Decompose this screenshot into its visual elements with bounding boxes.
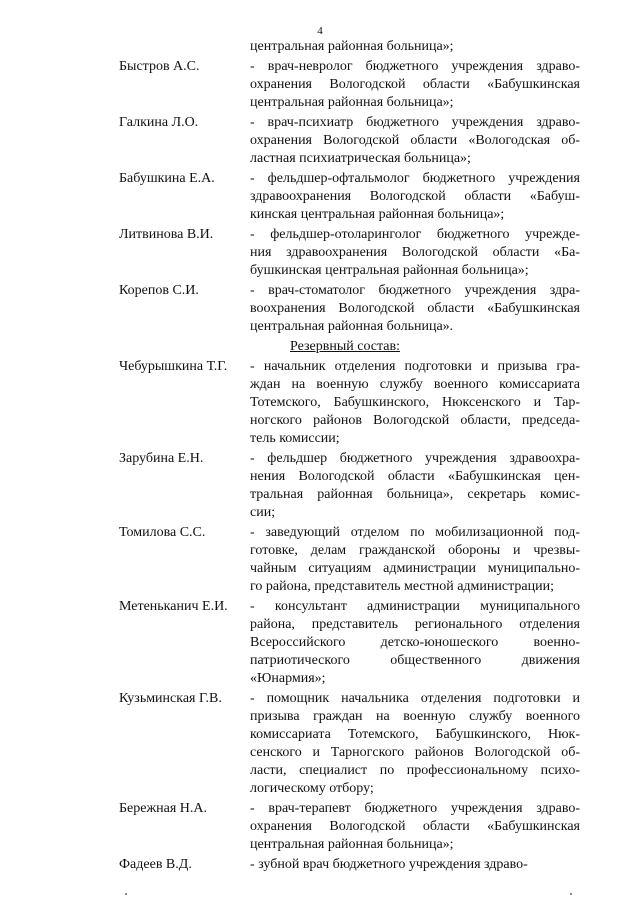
- member-role-description: [250, 226, 580, 280]
- reserve-heading: Резервный состав:: [290, 339, 401, 354]
- member-name: Корепов С.И.: [119, 283, 199, 298]
- description-line: - врач-стоматолог бюджетного учреждения здра-: [250, 283, 580, 298]
- member-role-description: [250, 170, 580, 224]
- description-line: ногского районов Вологодской области, председа-: [250, 413, 580, 428]
- page-content: [0, 38, 640, 876]
- description-line: го района, представитель местной администрации;: [250, 579, 554, 594]
- member-role-description: [250, 598, 580, 688]
- member-entry: [0, 58, 640, 112]
- description-line: центральная районная больница»;: [250, 95, 454, 110]
- description-line: Тотемского, Бабушкинского, Нюксенского и Тар-: [250, 395, 580, 410]
- member-entry: [0, 524, 640, 596]
- member-role-description: [250, 282, 580, 336]
- member-entry: [0, 226, 640, 280]
- description-line: воохранения Вологодской области «Бабушкинская: [250, 301, 580, 316]
- description-line: кинская центральная районная больница»;: [250, 207, 505, 222]
- description-line: готовке, делам гражданской обороны и чрезвы-: [250, 543, 580, 558]
- scan-mark: [125, 893, 127, 895]
- description-line: охранения Вологодской области «Бабушкинская: [250, 77, 580, 92]
- description-line: Всероссийского детско-юношеского военно-: [250, 635, 580, 650]
- description-line: - фельдшер-офтальмолог бюджетного учреждения: [250, 171, 580, 186]
- member-name: Бережная Н.А.: [119, 801, 208, 816]
- description-line: центральная районная больница».: [250, 319, 454, 334]
- description-line: центральная районная больница»;: [250, 837, 454, 852]
- description-line: ласти, специалист по профессиональному психо-: [250, 763, 580, 778]
- reserve-members-list: [0, 358, 640, 874]
- description-line: ластная психиатрическая больница»;: [250, 151, 471, 166]
- member-entry: [0, 282, 640, 336]
- description-line: центральная районная больница»;: [250, 39, 454, 54]
- member-name: Чебурышкина Т.Г.: [119, 359, 228, 374]
- description-line: тель комиссии;: [250, 431, 340, 446]
- member-name: Галкина Л.О.: [119, 115, 199, 130]
- description-line: «Юнармия»;: [250, 671, 326, 686]
- description-line: нения Вологодской области «Бабушкинская цен-: [250, 469, 580, 484]
- member-entry: [0, 450, 640, 522]
- member-entry: [0, 690, 640, 798]
- description-line: сии;: [250, 505, 276, 520]
- member-entry: [0, 358, 640, 448]
- description-line: ния здравоохранения Вологодской области «Ба-: [250, 245, 580, 260]
- member-role-description: [250, 450, 580, 522]
- description-line: - врач-невролог бюджетного учреждения здраво-: [250, 59, 580, 74]
- page-number: 4: [317, 25, 323, 37]
- description-line: патриотического общественного движения: [250, 653, 580, 668]
- description-line: - врач-психиатр бюджетного учреждения здраво-: [250, 115, 580, 130]
- member-role-description: [250, 690, 580, 798]
- description-line: охранения Вологодской области «Бабушкинская: [250, 819, 580, 834]
- description-line: - врач-терапевт бюджетного учреждения здраво-: [250, 801, 580, 816]
- member-role-description: [250, 358, 580, 448]
- description-line: охранения Вологодской области «Вологодская об-: [250, 133, 580, 148]
- member-role-description: [250, 800, 580, 854]
- description-line: здравоохранения Вологодской области «Бабуш-: [250, 189, 580, 204]
- description-line: бушкинская центральная районная больница»;: [250, 263, 529, 278]
- main-members-list: [0, 58, 640, 336]
- member-name: Томилова С.С.: [119, 525, 206, 540]
- description-line: - фельдшер бюджетного учреждения здравоохра-: [250, 451, 580, 466]
- member-entry: [0, 856, 640, 874]
- description-line: логическому отбору;: [250, 781, 374, 796]
- member-name: Метеньканич Е.И.: [119, 599, 228, 614]
- description-line: - зубной врач бюджетного учреждения здраво-: [250, 857, 528, 872]
- description-line: - фельдшер-отоларинголог бюджетного учрежде-: [250, 227, 580, 242]
- member-name: Фадеев В.Д.: [119, 857, 192, 872]
- member-entry: [0, 800, 640, 854]
- entry-description: [250, 38, 580, 56]
- member-entry: [0, 598, 640, 688]
- description-line: тральная районная больница», секретарь комис-: [250, 487, 580, 502]
- member-name: Кузьминская Г.В.: [119, 691, 222, 706]
- description-line: района, представитель регионального отделения: [250, 617, 580, 632]
- description-line: призыва граждан на военную службу военного: [250, 709, 580, 724]
- member-entry: [0, 170, 640, 224]
- description-line: - заведующий отделом по мобилизационной под-: [250, 525, 580, 540]
- description-line: сенского и Тарногского районов Вологодской об-: [250, 745, 580, 760]
- member-entry: [0, 114, 640, 168]
- member-role-description: [250, 114, 580, 168]
- description-line: - начальник отделения подготовки и призыва гра-: [250, 359, 580, 374]
- member-name: Литвинова В.И.: [119, 227, 214, 242]
- member-name: Зарубина Е.Н.: [119, 451, 204, 466]
- description-line: чайным ситуациям администрации муниципально-: [250, 561, 580, 576]
- description-line: ждан на военную службу военного комиссариата: [250, 377, 580, 392]
- continuation-entry: [0, 38, 640, 56]
- description-line: комиссариата Тотемского, Бабушкинского, Нюк-: [250, 727, 580, 742]
- member-name: Бабушкина Е.А.: [119, 171, 215, 186]
- scan-mark: [570, 893, 572, 895]
- entry-name-empty: [0, 38, 250, 56]
- member-name: Быстров А.С.: [119, 59, 200, 74]
- member-role-description: [250, 524, 580, 596]
- member-role-description: [250, 856, 580, 874]
- member-role-description: [250, 58, 580, 112]
- description-line: - помощник начальника отделения подготовки и: [250, 691, 580, 706]
- description-line: - консультант администрации муниципального: [250, 599, 580, 614]
